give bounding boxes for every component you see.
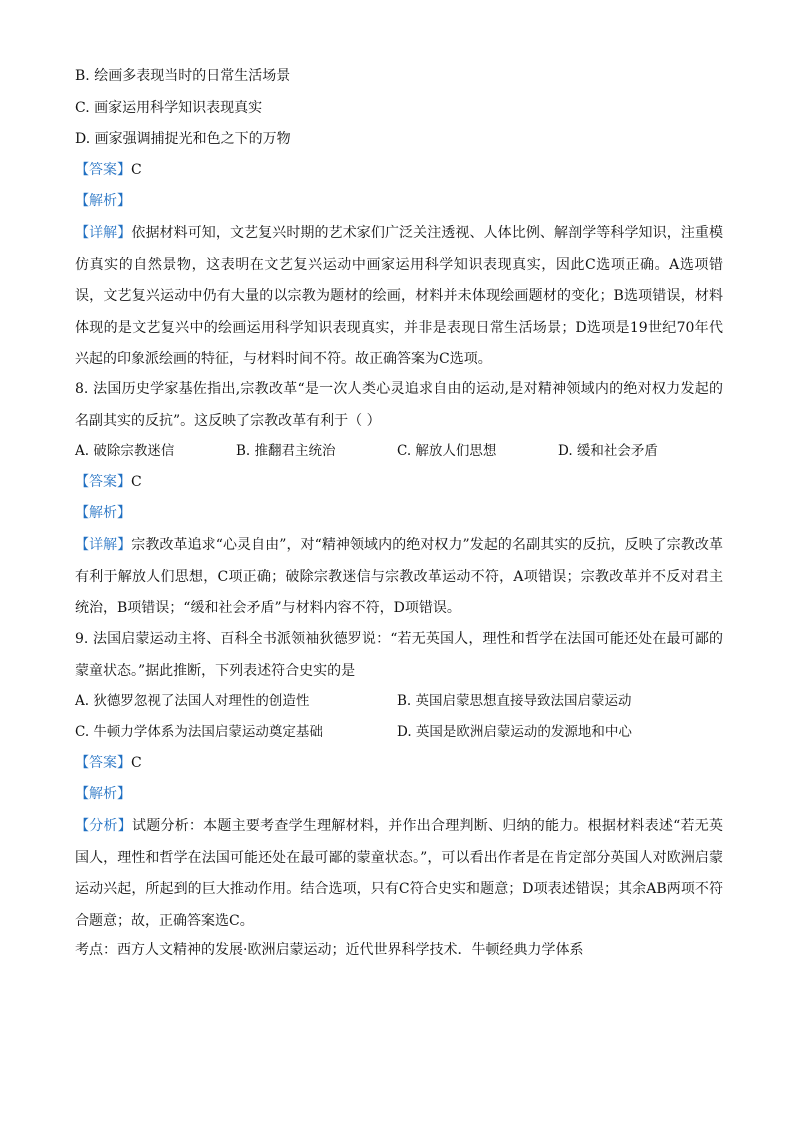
q7-answer <box>75 160 142 180</box>
detail-label: 【详解】 <box>75 537 132 553</box>
q8-option-d: D. 缓和社会矛盾 <box>558 443 658 459</box>
q8-stem: 8. 法国历史学家基佐指出,宗教改革“是一次人类心灵追求自由的运动,是对精神领域内的绝对权力发起的名副其实的反抗”。这反映了宗教改革有利于（ ） <box>75 381 723 429</box>
q7-analysis-heading <box>75 191 131 211</box>
q9-option-b: B. 英国启蒙思想直接导致法国启蒙运动 <box>397 693 632 709</box>
q9-answer <box>75 753 142 773</box>
q8-detail-paragraph <box>75 530 723 625</box>
q7-detail-text: 依据材料可知，文艺复兴时期的艺术家们广泛关注透视、人体比例、解剖学等科学知识，注重模仿真实的自然景物，这表明在文艺复兴运动中画家运用科学知识表现真实，因此C选项正确。A选项错误，文艺复兴运动中仍有大量的以宗教为题材的绘画，材料并未体现绘画题材的变化；B选项错误，材料体现的是文艺复兴中的绘画运用科学知识表现真实，并非是表现日常生活场景；D选项是19世纪70年代兴起的印象派绘画的特征，与材料时间不符。故正确答案为C选项。 <box>75 225 724 367</box>
q8-option-c: C. 解放人们思想 <box>397 443 497 459</box>
q9-kaodian: 考点：西方人文精神的发展·欧洲启蒙运动；近代世界科学技术．牛顿经典力学体系 <box>75 942 584 958</box>
q9-option-c: C. 牛顿力学体系为法国启蒙运动奠定基础 <box>75 724 323 740</box>
q9-stem: 9. 法国启蒙运动主将、百科全书派领袖狄德罗说：“若无英国人，理性和哲学在法国可能还处在最可鄙的蒙童状态。”据此推断，下列表述符合史实的是 <box>75 631 723 679</box>
q9-fenxi-text: 试题分析：本题主要考查学生理解材料，并作出合理判断、归纳的能力。根据材料表述“若无英国人，理性和哲学在法国可能还处在最可鄙的蒙童状态。”，可以看出作者是在肯定部分英国人对欧洲启蒙运动兴起，所起到的巨大推动作用。结合选项，只有C符合史实和题意；D项表述错误；其余AB两项不符合题意；故，正确答案选C。 <box>75 818 724 929</box>
q9-option-a: A. 狄德罗忽视了法国人对理性的创造性 <box>75 693 310 709</box>
q8-detail-text: 宗教改革追求“心灵自由”，对“精神领域内的绝对权力”发起的名副其实的反抗，反映了宗教改革有利于解放人们思想，C项正确；破除宗教迷信与宗教改革运动不符，A项错误；宗教改革并不反对君主统治，B项错误；“缓和社会矛盾”与材料内容不符，D项错误。 <box>75 537 723 616</box>
q7-option-c: C. 画家运用科学知识表现真实 <box>75 100 263 116</box>
detail-label: 【详解】 <box>75 225 132 241</box>
answer-label: 【答案】 <box>75 755 131 771</box>
answer-label: 【答案】 <box>75 162 131 178</box>
answer-value: C <box>131 474 142 490</box>
q8-option-a: A. 破除宗教迷信 <box>75 443 175 459</box>
answer-value: C <box>131 162 142 178</box>
q7-option-d: D. 画家强调捕捉光和色之下的万物 <box>75 131 291 147</box>
q9-option-d: D. 英国是欧洲启蒙运动的发源地和中心 <box>397 724 632 740</box>
q8-option-b: B. 推翻君主统治 <box>236 443 336 459</box>
q8-answer <box>75 472 142 492</box>
analysis-label: 【解析】 <box>75 505 131 521</box>
analysis-label: 【解析】 <box>75 193 131 209</box>
q7-option-b: B. 绘画多表现当时的日常生活场景 <box>75 68 291 84</box>
answer-label: 【答案】 <box>75 474 131 490</box>
analysis-label: 【解析】 <box>75 786 131 802</box>
q9-fenxi-paragraph <box>75 811 723 937</box>
answer-value: C <box>131 755 142 771</box>
q7-detail-paragraph <box>75 218 723 376</box>
q9-analysis-heading <box>75 784 131 804</box>
fenxi-label: 【分析】 <box>75 818 132 834</box>
q8-analysis-heading <box>75 503 131 523</box>
